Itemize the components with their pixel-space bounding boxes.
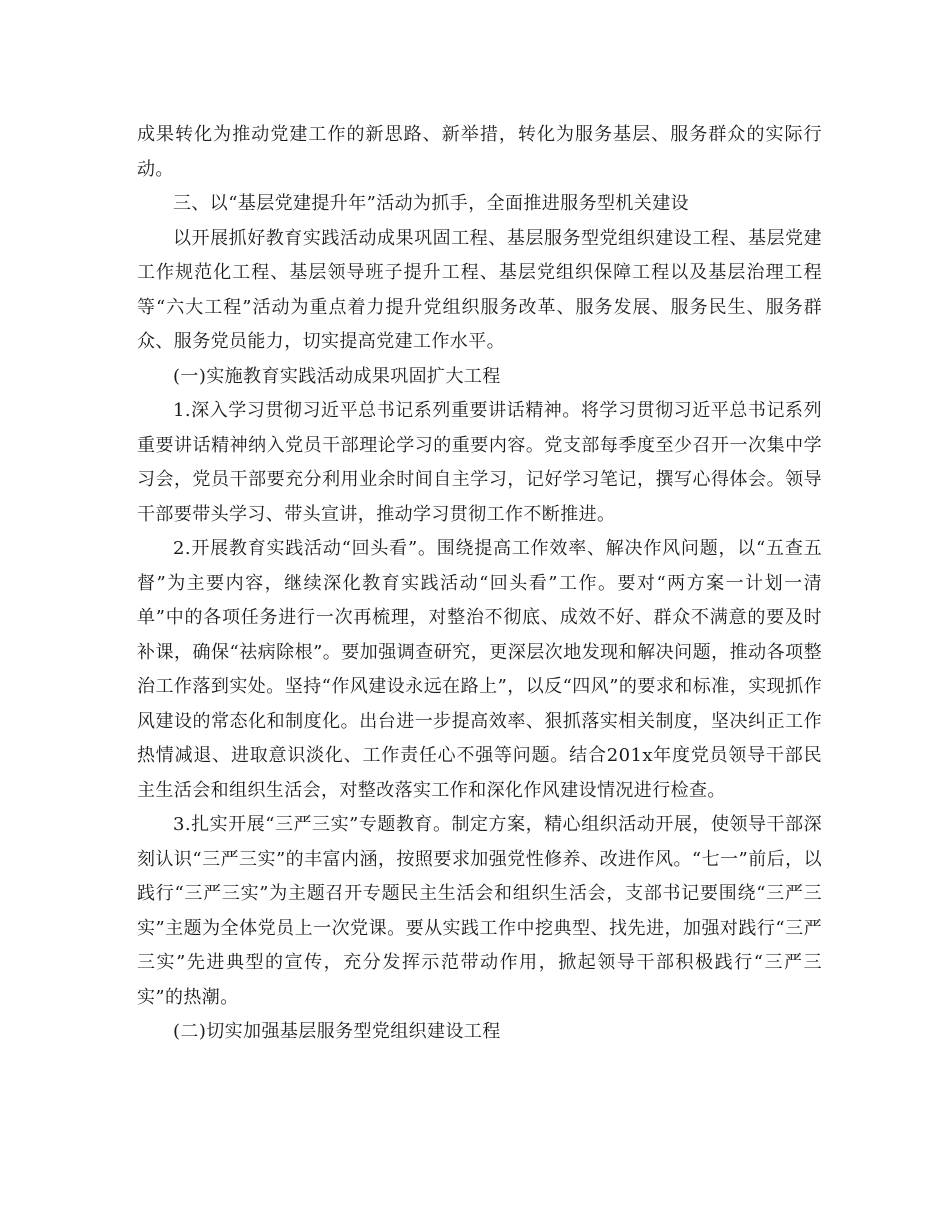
document-page — [137, 118, 822, 1050]
paragraph: 以开展抓好教育实践活动成果巩固工程、基层服务型党组织建设工程、基层党建工作规范化工程、基层领导班子提升工程、基层党组织保障工程以及基层治理工程等“六大工程”活动为重点着力提升党组织服务改革、服务发展、服务民生、服务群众、服务党员能力，切实提高党建工作水平。 — [137, 227, 822, 352]
paragraph: 成果转化为推动党建工作的新思路、新举措，转化为服务基层、服务群众的实际行动。 — [137, 124, 822, 180]
subsection-heading: (二)切实加强基层服务型党组织建设工程 — [173, 1021, 501, 1042]
paragraph: 1.深入学习贯彻习近平总书记系列重要讲话精神。将学习贯彻习近平总书记系列重要讲话精神纳入党员干部理论学习的重要内容。党支部每季度至少召开一次集中学习会，党员干部要充分利用业余时间自主学习，记好学习笔记，撰写心得体会。领导干部要带头学习、带头宣讲，推动学习贯彻工作不断推进。 — [137, 400, 822, 525]
section-heading: 三、以“基层党建提升年”活动为抓手，全面推进服务型机关建设 — [173, 193, 690, 214]
paragraph: 2.开展教育实践活动“回头看”。围绕提高工作效率、解决作风问题，以“五查五督”为主要内容，继续深化教育实践活动“回头看”工作。要对“两方案一计划一清单”中的各项任务进行一次再梳理，对整治不彻底、成效不好、群众不满意的要及时补课，确保“祛病除根”。要加强调查研究，更深层次地发现和解决问题，推动各项整治工作落到实处。坚持“作风建设永远在路上”，以反“四风”的要求和标准，实现抓作风建设的常态化和制度化。出台进一步提高效率、狠抓落实相关制度，坚决纠正工作热情减退、进取意识淡化、工作责任心不强等问题。结合201x年度党员领导干部民主生活会和组织生活会，对整改落实工作和深化作风建设情况进行检查。 — [137, 538, 822, 801]
paragraph: 3.扎实开展“三严三实”专题教育。制定方案，精心组织活动开展，使领导干部深刻认识“三严三实”的丰富内涵，按照要求加强党性修养、改进作风。“七一”前后，以践行“三严三实”为主题召开专题民主生活会和组织生活会，支部书记要围绕“三严三实”主题为全体党员上一次党课。要从实践工作中挖典型、找先进，加强对践行“三严三实”先进典型的宣传，充分发挥示范带动作用，掀起领导干部积极践行“三严三实”的热潮。 — [137, 814, 822, 1008]
subsection-heading: (一)实施教育实践活动成果巩固扩大工程 — [173, 365, 501, 387]
